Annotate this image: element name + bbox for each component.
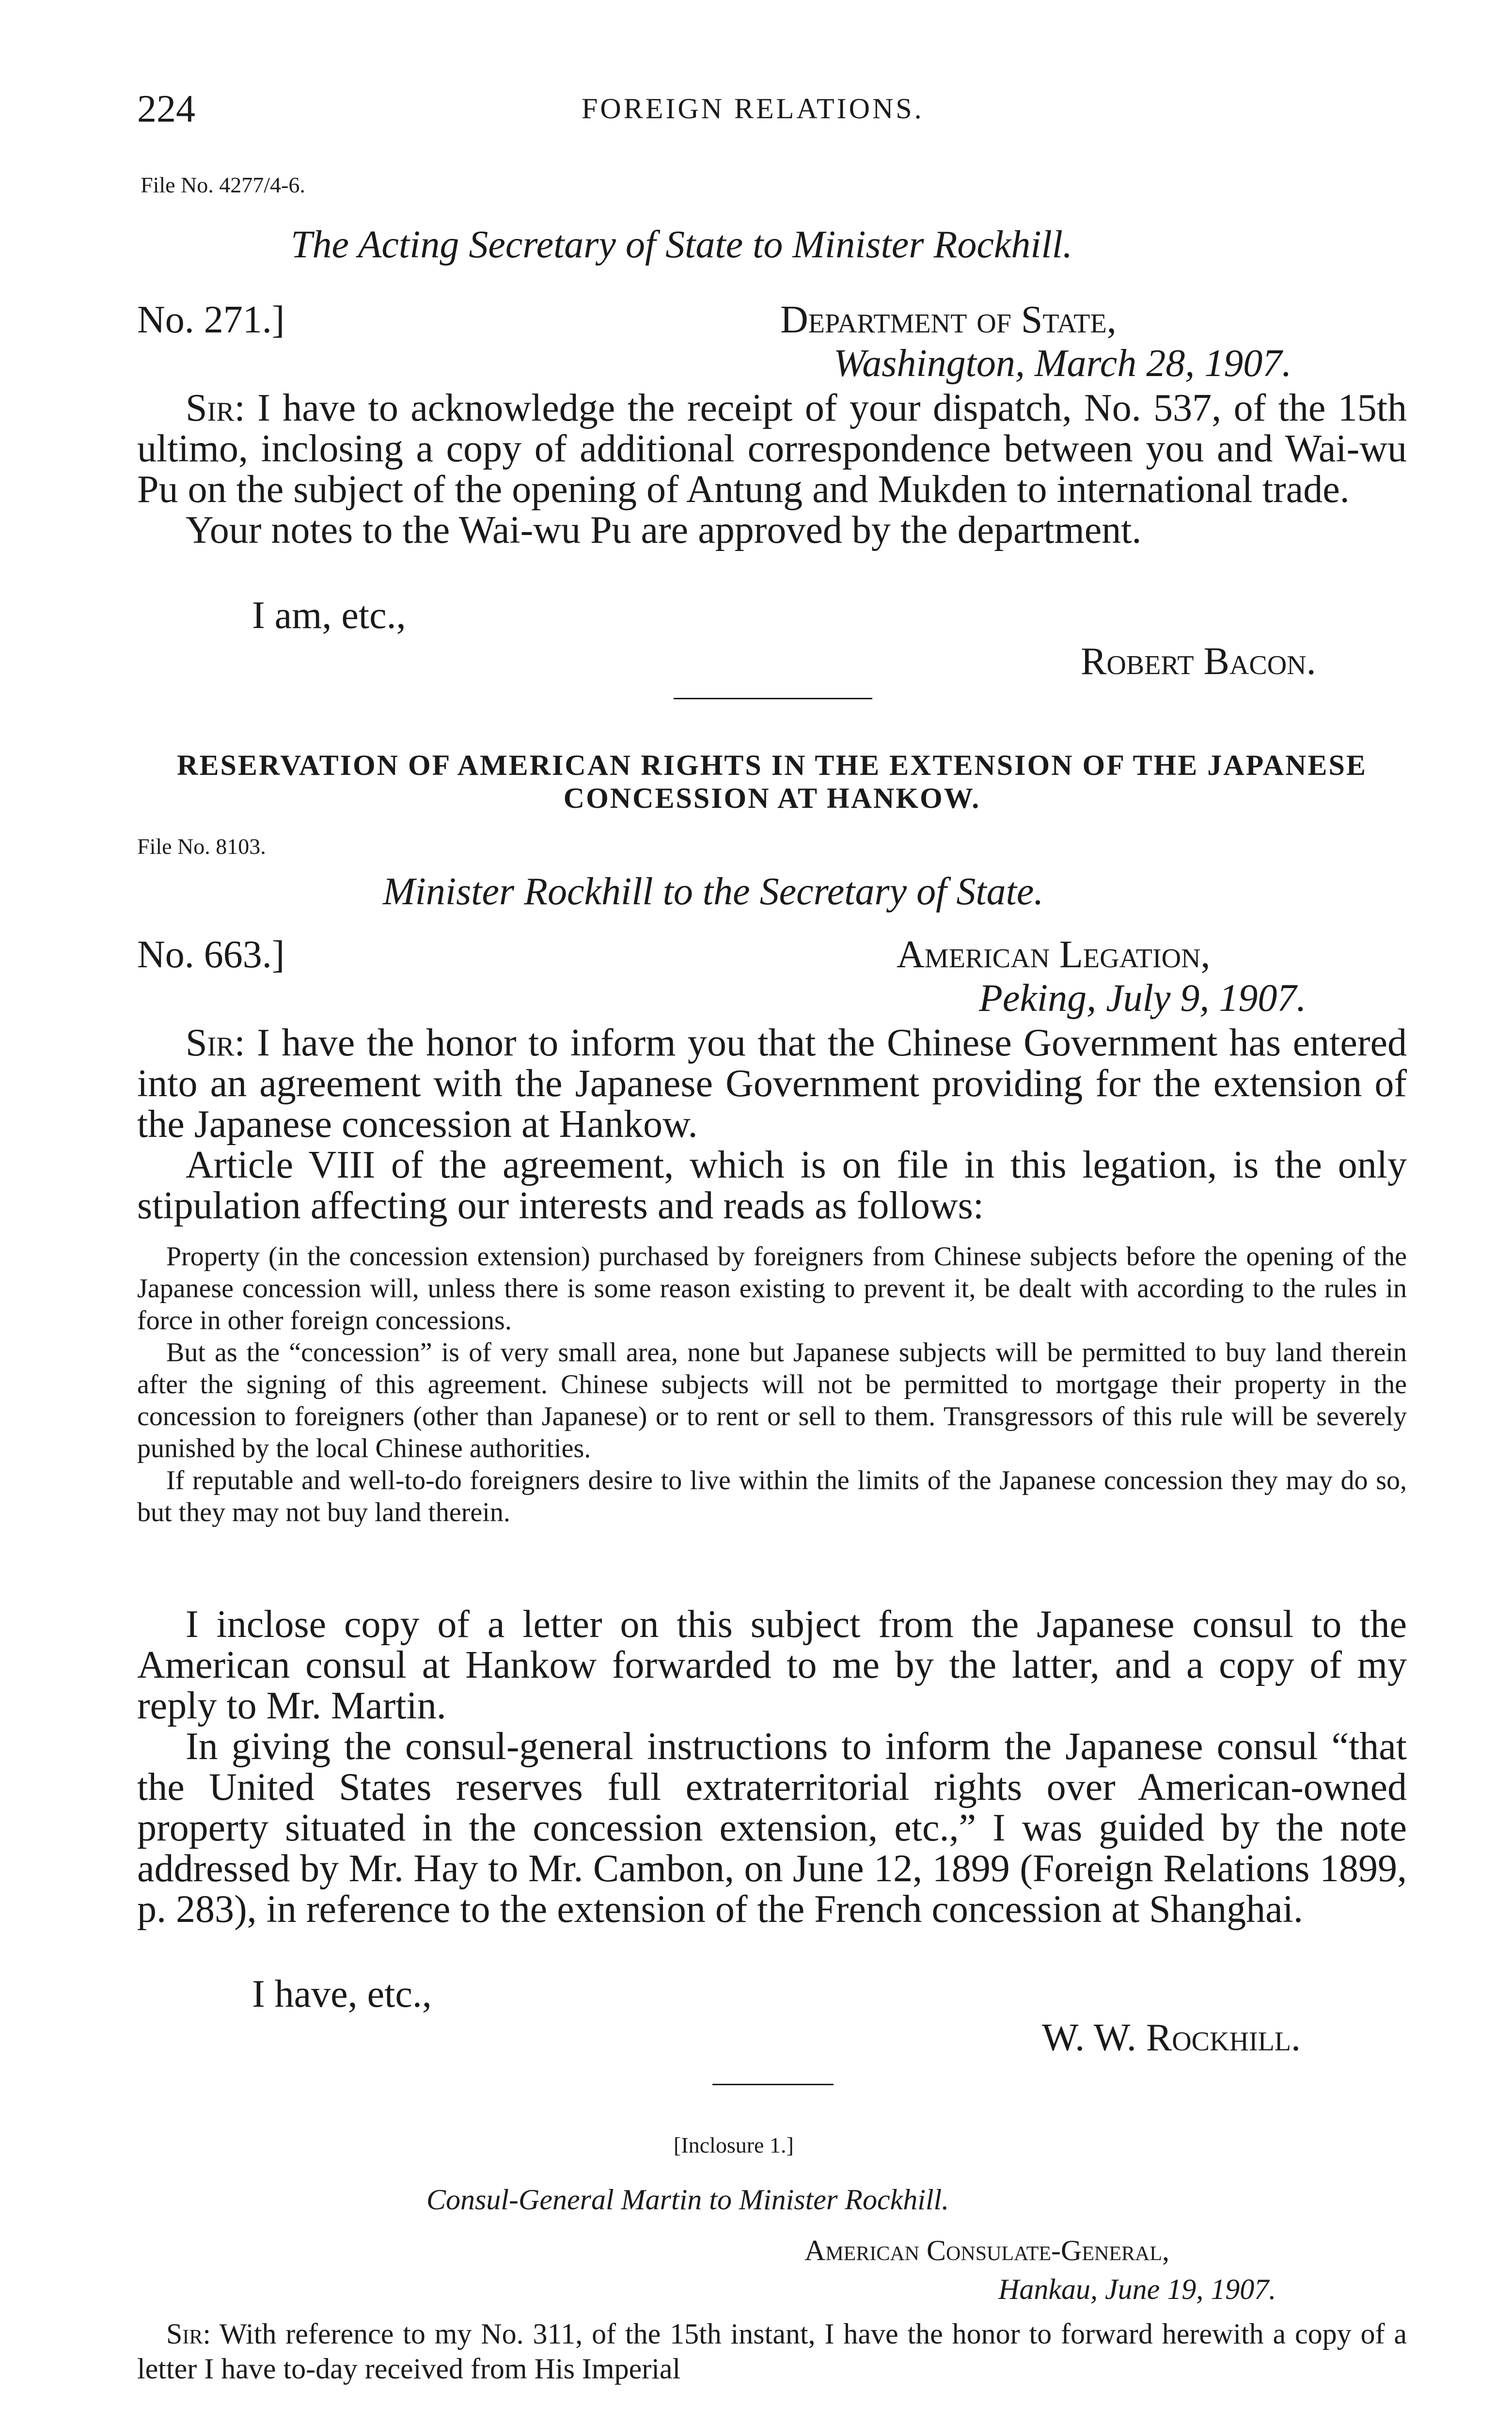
inclosure-title: Consul-General Martin to Minister Rockhill. — [426, 2184, 949, 2216]
quoted-article — [137, 1241, 1407, 1528]
quote-paragraph: But as the “concession” is of very small area, none but Japanese subjects will be permitted to buy land therein after the signing of this agreement. Chinese subjects will not be permitted to mortgage their property in the concession to foreigners (other than Japanese) or to rent or sell to them. Transgressors of this rule will be severely punished by the local Chinese authorities. — [137, 1337, 1407, 1463]
letter-body — [137, 1023, 1407, 1226]
sender-office: American Consulate-General, — [804, 2234, 1169, 2266]
divider — [674, 698, 872, 699]
paragraph: Sir: With reference to my No. 311, of the 15th instant, I have the honor to forward herewith a copy of a letter I have to-day received from His Imperial — [137, 2318, 1407, 2385]
closing: I have, etc., — [252, 1973, 432, 2015]
dispatch-number: No. 271.] — [137, 299, 285, 341]
divider — [712, 2084, 834, 2085]
signature: W. W. Rockhill. — [1042, 2016, 1301, 2059]
inclosure-label: [Inclosure 1.] — [674, 2133, 794, 2157]
quote-paragraph: Property (in the concession extension) purchased by foreigners from Chinese subjects before the opening of the Japanese concession will, unless there is some reason existing to prevent it, be dealt with according to the rules in force in other foreign concessions. — [137, 1242, 1407, 1336]
paragraph: I inclose copy of a letter on this subject from the Japanese consul to the American consul at Hankow forwarded to me by the latter, and a copy of my reply to Mr. Martin. — [137, 1603, 1407, 1727]
letter-body-continued — [137, 1604, 1407, 1930]
closing: I am, etc., — [252, 594, 406, 637]
dispatch-number: No. 663.] — [137, 933, 285, 976]
quote-paragraph: If reputable and well-to-do foreigners desire to live within the limits of the Japanese concession they may do so, but they may not buy land therein. — [137, 1465, 1407, 1527]
file-number: File No. 4277/4-6. — [141, 173, 305, 197]
letter-title: The Acting Secretary of State to Minister Rockhill. — [291, 223, 1073, 266]
paragraph: Article VIII of the agreement, which is on file in this legation, is the only stipulation affecting our interests and reads as follows: — [137, 1144, 1407, 1227]
dateline: Peking, July 9, 1907. — [979, 977, 1307, 1020]
inclosure-body — [137, 2316, 1407, 2386]
file-number: File No. 8103. — [137, 834, 266, 859]
sender-office: Department of State, — [780, 299, 1117, 341]
paragraph: Sir: I have to acknowledge the receipt of your dispatch, No. 537, of the 15th ultimo, inclosing a copy of additional correspondence between you and Wai-wu Pu on the subject of the opening of Antung and Mukden to international trade. — [137, 387, 1407, 511]
salutation: Sir: — [186, 1022, 245, 1064]
paragraph: In giving the consul-general instructions to inform the Japanese consul “that the United States reserves full extraterritorial rights over American-owned property situated in the concession extension, etc.,” I was guided by the note addressed by Mr. Hay to Mr. Cambon, on June 12, 1899 (Foreign Relations 1899, p. 283), in reference to the extension of the French concession at Shanghai. — [137, 1725, 1407, 1931]
salutation: Sir: — [186, 387, 245, 429]
page-number: 224 — [137, 88, 195, 130]
sender-office: American Legation, — [897, 933, 1211, 976]
salutation: Sir: — [166, 2318, 211, 2350]
dateline: Washington, March 28, 1907. — [834, 342, 1292, 385]
section-heading: RESERVATION OF AMERICAN RIGHTS IN THE EXTENSION OF THE JAPANESE CONCESSION AT HANKOW. — [177, 749, 1367, 814]
paragraph: Sir: I have the honor to inform you that the Chinese Government has entered into an agreement with the Japanese Government providing for the extension of the Japanese concession at Hankow. — [137, 1022, 1407, 1146]
letter-title: Minister Rockhill to the Secretary of State. — [383, 870, 1044, 913]
signature: Robert Bacon. — [1081, 640, 1316, 683]
paragraph: Your notes to the Wai-wu Pu are approved by the department. — [186, 509, 1142, 551]
dateline: Hankau, June 19, 1907. — [998, 2273, 1276, 2305]
letter-body — [137, 388, 1407, 551]
running-head: FOREIGN RELATIONS. — [582, 93, 924, 125]
